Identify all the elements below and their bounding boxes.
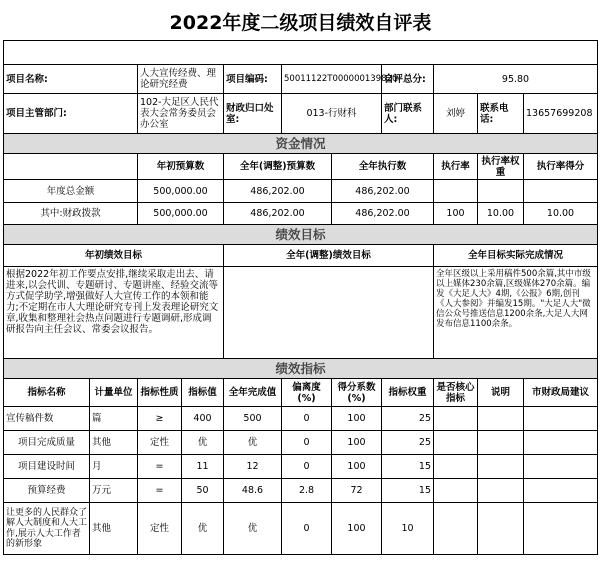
funds-row-label: 其中:财政拨款 bbox=[4, 203, 138, 225]
indicator-row bbox=[4, 455, 598, 479]
funds-row-initial: 500,000.00 bbox=[138, 203, 224, 225]
funds-row-executed: 486,202.00 bbox=[332, 180, 434, 203]
ind-note bbox=[478, 455, 524, 479]
ind-advice bbox=[524, 407, 598, 431]
ind-actual: 500 bbox=[224, 407, 282, 431]
project-code-value: 50011122T000000139820 bbox=[282, 65, 382, 94]
dept-value: 102-大足区人民代表大会常务委员会办公室 bbox=[138, 94, 224, 134]
ind-core bbox=[434, 455, 478, 479]
ind-header-unit: 计量单位 bbox=[90, 379, 138, 407]
funds-row-weight bbox=[478, 180, 524, 203]
indicators-section-row bbox=[4, 359, 598, 379]
ind-name: 项目完成质量 bbox=[4, 431, 90, 455]
score-label: 自评总分: bbox=[382, 65, 434, 94]
project-row-2 bbox=[4, 94, 598, 134]
phone-value: 13657699208 bbox=[524, 94, 598, 134]
ind-nature: = bbox=[138, 479, 182, 503]
funds-header-row bbox=[4, 154, 598, 180]
funds-row-score bbox=[524, 180, 598, 203]
finance-value: 013-行财科 bbox=[282, 94, 382, 134]
ind-coef: 100 bbox=[332, 503, 382, 555]
ind-header-coef: 得分系数(%) bbox=[332, 379, 382, 407]
ind-note bbox=[478, 407, 524, 431]
funds-row-adjusted: 486,202.00 bbox=[224, 203, 332, 225]
ind-name: 项目建设时间 bbox=[4, 455, 90, 479]
ind-target: 50 bbox=[182, 479, 224, 503]
ind-header-actual: 全年完成值 bbox=[224, 379, 282, 407]
ind-deviation: 0 bbox=[282, 503, 332, 555]
goals-adjusted-text bbox=[224, 267, 434, 359]
funds-section-title: 资金情况 bbox=[4, 134, 598, 154]
dept-label: 项目主管部门: bbox=[4, 94, 138, 134]
ind-core bbox=[434, 407, 478, 431]
funds-header-initial: 年初预算数 bbox=[138, 154, 224, 180]
finance-label: 财政归口处室: bbox=[224, 94, 282, 134]
funds-row-label: 年度总金额 bbox=[4, 180, 138, 203]
ind-weight: 25 bbox=[382, 431, 434, 455]
ind-actual: 48.6 bbox=[224, 479, 282, 503]
ind-unit: 月 bbox=[90, 455, 138, 479]
ind-coef: 100 bbox=[332, 455, 382, 479]
ind-target: 优 bbox=[182, 431, 224, 455]
goals-header-row bbox=[4, 245, 598, 267]
ind-header-target: 指标值 bbox=[182, 379, 224, 407]
funds-header-weight: 执行率权重 bbox=[478, 154, 524, 180]
ind-unit: 其他 bbox=[90, 503, 138, 555]
funds-row-executed: 486,202.00 bbox=[332, 203, 434, 225]
ind-core bbox=[434, 479, 478, 503]
funds-header-rate: 执行率 bbox=[434, 154, 478, 180]
ind-header-name: 指标名称 bbox=[4, 379, 90, 407]
ind-header-advice: 市财政局建议 bbox=[524, 379, 598, 407]
ind-name: 预算经费 bbox=[4, 479, 90, 503]
indicator-row bbox=[4, 407, 598, 431]
ind-header-weight: 指标权重 bbox=[382, 379, 434, 407]
project-name-value: 人大宣传经费、理论研究经费 bbox=[138, 65, 224, 94]
funds-row bbox=[4, 203, 598, 225]
goals-initial-text: 根据2022年初工作要点安排,继续采取走出去、请进来,以会代训、专题研讨、专题讲座、经验交流等方式促学助学,增强做好人大宣传工作的本领和能力;不定期在市人大理论研究专刊上发表理论研究文章,收集和整理社会热点问题进行专题调研,形成调研报告向主任会议、常委会议报告。 bbox=[4, 267, 224, 359]
ind-core bbox=[434, 431, 478, 455]
ind-actual: 12 bbox=[224, 455, 282, 479]
goals-header-actual: 全年目标实际完成情况 bbox=[434, 245, 598, 267]
ind-note bbox=[478, 479, 524, 503]
indicators-header-row bbox=[4, 379, 598, 407]
ind-coef: 100 bbox=[332, 407, 382, 431]
ind-name: 让更多的人民群众了解人大制度和人大工作,展示人大工作者的新形象 bbox=[4, 503, 90, 555]
blank-row bbox=[4, 41, 598, 65]
ind-header-nature: 指标性质 bbox=[138, 379, 182, 407]
score-value: 95.80 bbox=[434, 65, 598, 94]
goals-section-title: 绩效目标 bbox=[4, 225, 598, 245]
ind-coef: 72 bbox=[332, 479, 382, 503]
ind-deviation: 0 bbox=[282, 431, 332, 455]
indicator-row bbox=[4, 479, 598, 503]
ind-weight: 10 bbox=[382, 503, 434, 555]
indicator-row bbox=[4, 503, 598, 555]
ind-deviation: 0 bbox=[282, 455, 332, 479]
funds-row-weight: 10.00 bbox=[478, 203, 524, 225]
funds-row-score: 10.00 bbox=[524, 203, 598, 225]
contact-label: 部门联系人: bbox=[382, 94, 434, 134]
funds-row-rate: 100 bbox=[434, 203, 478, 225]
indicators-section-title: 绩效指标 bbox=[4, 359, 598, 379]
project-code-label: 项目编码: bbox=[224, 65, 282, 94]
ind-note bbox=[478, 431, 524, 455]
project-name-label: 项目名称: bbox=[4, 65, 138, 94]
ind-note bbox=[478, 503, 524, 555]
project-row-1 bbox=[4, 65, 598, 94]
goals-content-row bbox=[4, 267, 598, 359]
ind-header-core: 是否核心指标 bbox=[434, 379, 478, 407]
ind-weight: 15 bbox=[382, 455, 434, 479]
ind-header-note: 说明 bbox=[478, 379, 524, 407]
contact-value: 刘婷 bbox=[434, 94, 478, 134]
funds-row-rate bbox=[434, 180, 478, 203]
goals-actual-text: 全年区级以上采用稿件500余篇,其中市级以上媒体230余篇,区级媒体270余篇。编发《大足人大》4期,《公报》6期,创刊《人大参阅》并编发15期。"大足人大"微信公众号推送信息1200余条,大足人大网发布信息1100余条。 bbox=[434, 267, 598, 359]
ind-unit: 篇 bbox=[90, 407, 138, 431]
ind-weight: 15 bbox=[382, 479, 434, 503]
ind-advice bbox=[524, 455, 598, 479]
ind-advice bbox=[524, 479, 598, 503]
ind-unit: 万元 bbox=[90, 479, 138, 503]
ind-coef: 100 bbox=[332, 431, 382, 455]
ind-name: 宣传稿件数 bbox=[4, 407, 90, 431]
funds-row-adjusted: 486,202.00 bbox=[224, 180, 332, 203]
phone-label: 联系电话: bbox=[478, 94, 524, 134]
evaluation-table bbox=[3, 40, 598, 555]
ind-target: 11 bbox=[182, 455, 224, 479]
goals-header-adjusted: 全年(调整)绩效目标 bbox=[224, 245, 434, 267]
goals-header-initial: 年初绩效目标 bbox=[4, 245, 224, 267]
page-title: 2022年度二级项目绩效自评表 bbox=[169, 12, 432, 34]
funds-header-score: 执行率得分 bbox=[524, 154, 598, 180]
ind-actual: 优 bbox=[224, 503, 282, 555]
funds-row bbox=[4, 180, 598, 203]
ind-deviation: 2.8 bbox=[282, 479, 332, 503]
goals-section-row bbox=[4, 225, 598, 245]
ind-actual: 优 bbox=[224, 431, 282, 455]
indicator-row bbox=[4, 431, 598, 455]
ind-nature: ≥ bbox=[138, 407, 182, 431]
ind-nature: 定性 bbox=[138, 503, 182, 555]
ind-header-deviation: 偏离度(%) bbox=[282, 379, 332, 407]
ind-weight: 25 bbox=[382, 407, 434, 431]
ind-advice bbox=[524, 431, 598, 455]
ind-advice bbox=[524, 503, 598, 555]
ind-deviation: 0 bbox=[282, 407, 332, 431]
funds-header-adjusted: 全年(调整)预算数 bbox=[224, 154, 332, 180]
funds-row-initial: 500,000.00 bbox=[138, 180, 224, 203]
funds-header-executed: 全年执行数 bbox=[332, 154, 434, 180]
ind-nature: 定性 bbox=[138, 431, 182, 455]
ind-target: 400 bbox=[182, 407, 224, 431]
ind-target: 优 bbox=[182, 503, 224, 555]
funds-section-row bbox=[4, 134, 598, 154]
ind-nature: = bbox=[138, 455, 182, 479]
ind-core bbox=[434, 503, 478, 555]
ind-unit: 其他 bbox=[90, 431, 138, 455]
